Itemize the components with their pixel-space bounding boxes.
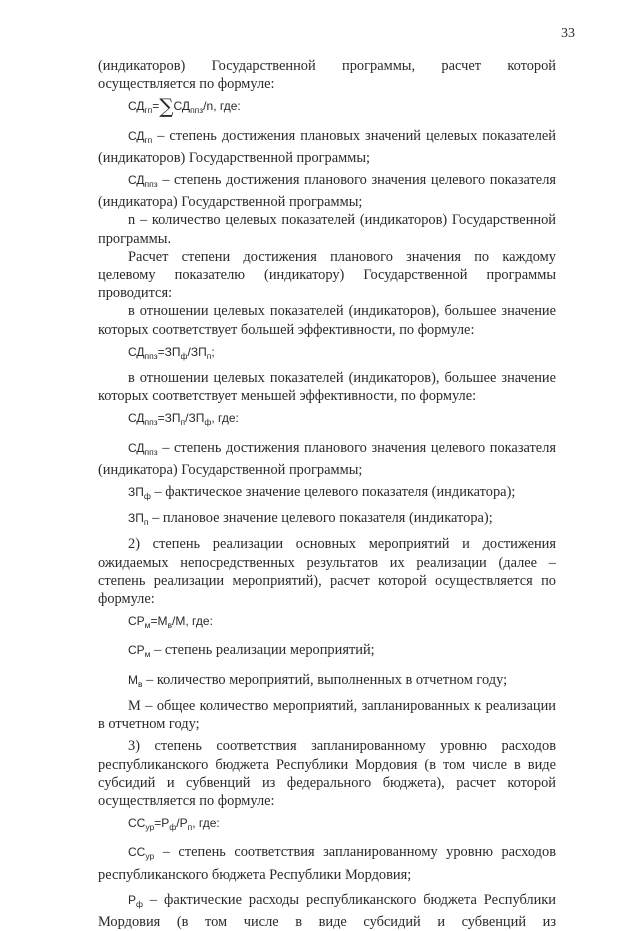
definition-n: n – количество целевых показателей (индикаторов) Государственной программы. — [98, 212, 556, 247]
document-body — [98, 57, 556, 931]
formula-ss-ur: $СС_{ур}=Р_ф/Р_п$, где: — [128, 816, 220, 833]
formula-sr-m: $СР_м=М_в/М$, где: — [128, 614, 213, 631]
definition-sd-ppz: $СД_{ппз}$ – степень достижения планового значения целевого показателя (индикатора) Государственной программы; — [98, 172, 556, 211]
formula-sd-gp: $СД_{гп}=\sum СД_{ппз}/n$, где: — [128, 94, 241, 119]
definition-m: М – общее количество мероприятий, запланированных к реализации в отчетном году; — [98, 697, 556, 733]
paragraph-greater-better: в отношении целевых показателей (индикаторов), большее значение которых соответствует большей эффективности, по формуле: — [98, 303, 556, 338]
paragraph-less-better: в отношении целевых показателей (индикаторов), большее значение которых соответствует меньшей эффективности, по формуле: — [98, 370, 556, 405]
paragraph-calculation: Расчет степени достижения планового значения по каждому целевому показателю (индикатору) Государственной программы проводится: — [98, 248, 556, 302]
definition-sr-m: $СР_м$ – степень реализации мероприятий; — [128, 642, 375, 660]
formula-greater-better: $СД_{ппз}=ЗП_ф/ЗП_п$; — [128, 344, 215, 361]
definition-zp-p: $ЗП_п$ – плановое значение целевого показателя (индикатора); — [128, 510, 493, 528]
paragraph-intro: (индикаторов) Государственной программы, расчет которой осуществляется по формуле: — [98, 58, 556, 93]
definition-m-v: $М_в$ – количество мероприятий, выполненных в отчетном году; — [128, 671, 508, 689]
paragraph-expenses: 3) степень соответствия запланированному уровню расходов республиканского бюджета Республики Мордовия (в том числе в виде субсидий и субвенций из федерального бюджета), расчет которой осуществляется по формуле: — [98, 738, 556, 809]
formula-less-better: $СД_{ппз}=ЗП_п/ЗП_ф$, где: — [128, 411, 239, 428]
definition-sd-ppz-2: $СД_{ппз}$ – степень достижения планового значения целевого показателя (индикатора) Государственной программы; — [98, 439, 556, 478]
definition-zp-f: $ЗП_ф$ – фактическое значение целевого показателя (индикатора); — [128, 484, 516, 502]
sum-icon: ∑ — [159, 94, 174, 119]
definition-r-f: $Р_ф$ – фактические расходы республиканского бюджета Республики Мордовия (в том числе в виде субсидий и субвенций из — [98, 891, 556, 930]
paragraph-measures: 2) степень реализации основных мероприятий и достижения ожидаемых непосредственных результатов их реализации (далее – степень реализации мероприятий), расчет которой осуществляется по формуле: — [98, 536, 556, 608]
definition-ss-ur: $СС_{ур}$ – степень соответствия запланированному уровню расходов республиканского бюджета Республики Мордовия; — [98, 844, 556, 883]
page-number: 33 — [561, 26, 575, 41]
definition-sd-gp: $СД_{гп}$ – степень достижения плановых значений целевых показателей (индикаторов) Государственной программы; — [98, 127, 556, 166]
